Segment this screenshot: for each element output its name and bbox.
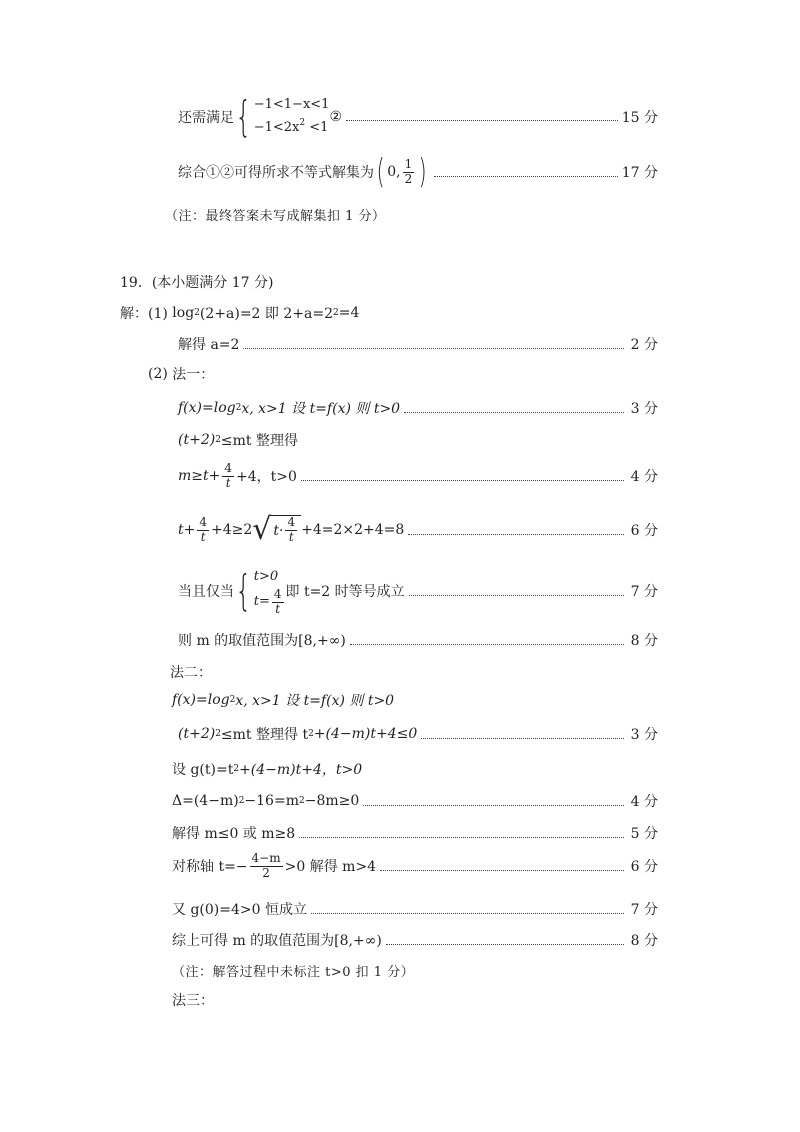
m1-line4-a: t+ [178, 522, 196, 538]
m1-line1-b: x, x>1 设 t=f(x) 则 t>0 [241, 401, 401, 417]
q18-combine-fraction [403, 158, 415, 187]
q18-condition-line [178, 91, 658, 141]
q19-part2-lead: (2) [148, 366, 168, 382]
m2-line1: f(x)=log 2 x, x>1 设 t=f(x) 则 t>0 [172, 692, 395, 709]
dot-leader [404, 412, 624, 413]
q18-combine-line [178, 152, 658, 192]
q18-condition-row2b: <1 [309, 120, 329, 136]
fraction-numerator: 4 [224, 461, 233, 475]
right-paren-icon: ) [418, 152, 427, 192]
dot-leader [409, 595, 624, 596]
m2-line1-a: f(x)=log [172, 692, 230, 708]
method2-title: 法二： [170, 665, 212, 681]
fraction-denominator: 2 [404, 171, 413, 186]
q18-note: （注：最终答案未写成解集扣 1 分） [165, 209, 386, 224]
m2-line2-b: ≤mt 整理得 t [220, 727, 309, 743]
q18-condition-row2a: −1<2x [253, 120, 300, 136]
m1-line3-a: m≥t+ [178, 468, 221, 485]
m1-line4-score: 6 分 [630, 523, 658, 539]
m1-line4-root: t· [273, 522, 284, 539]
left-brace-icon: { [235, 566, 252, 616]
fraction-denominator: 2 [262, 865, 270, 880]
sqrt-expression [252, 512, 301, 547]
q19-part1-score: 2 分 [630, 337, 658, 353]
q19-part1-solve: 解得 a=2 [178, 337, 240, 353]
m1-line2-a: (t+2) [178, 432, 216, 448]
m2-line4-score: 4 分 [630, 794, 658, 810]
q18-condition-lead: 还需满足 [178, 109, 234, 126]
dot-leader [346, 120, 618, 121]
m1-line5-lead: 当且仅当 [178, 584, 234, 601]
m2-line8-score: 8 分 [630, 933, 658, 949]
m2-line5-score: 5 分 [630, 826, 658, 842]
q18-condition-row1: −1<1−x<1 [253, 97, 330, 112]
m2-line3-a: 设 g(t)=t [172, 762, 234, 778]
m2-line6-fraction [250, 852, 283, 881]
m2-line2-c: +(4−m)t+4≤0 [313, 726, 418, 742]
fraction-numerator: 4 [199, 514, 207, 529]
m2-line4-b: −16=m [244, 793, 299, 809]
m2-line2-score: 3 分 [630, 727, 658, 743]
q19-part1-lead: 解：(1) [120, 306, 168, 322]
m1-line1: f(x)=log 2 x, x>1 设 t=f(x) 则 t>0 3 分 [178, 400, 658, 417]
m1-line1-score: 3 分 [630, 401, 658, 417]
fraction-numerator: 4 [273, 587, 282, 602]
m2-line5-text: 解得 m≤0 或 m≥8 [172, 826, 296, 842]
fraction-denominator: t [200, 529, 206, 544]
fraction-numerator: 4 [287, 515, 296, 530]
m1-line1-a: f(x)=log [178, 400, 236, 416]
q18-circle-two-mark: ② [329, 108, 343, 125]
fraction-denominator: t [288, 530, 294, 544]
m2-line8 [172, 930, 658, 950]
q19-part1-eq-end: =4 [338, 305, 360, 321]
dot-leader [434, 176, 618, 177]
m1-line5-fraction [272, 588, 284, 617]
fraction-numerator: 1 [404, 156, 413, 171]
radical-icon: √ [252, 512, 272, 547]
q19-part1-line: 解：(1) log 2 (2+a)=2 即 2+a=2 2 =4 [120, 305, 360, 322]
m1-line6-score: 8 分 [630, 633, 658, 649]
m1-line5-row2: t= [253, 594, 270, 610]
m1-line4-b: +4≥2 [211, 522, 253, 538]
m1-line4 [178, 512, 658, 547]
m2-line3: 设 g(t)=t 2 +(4−m)t+4，t>0 [172, 759, 362, 779]
dot-leader [408, 534, 624, 535]
m1-line4-fraction [197, 516, 209, 545]
m2-line1-b: x, x>1 设 t=f(x) 则 t>0 [235, 693, 395, 709]
m2-line7-score: 7 分 [630, 902, 658, 918]
m2-line6-b: >0 解得 m>4 [284, 859, 377, 876]
m2-line7 [172, 899, 658, 919]
m2-line4: Δ=(4−m) 2 −16=m 2 −8m≥0 4 分 [172, 793, 658, 810]
m1-line4-c: +4=2×2+4=8 [301, 522, 405, 538]
dot-leader [350, 644, 624, 645]
fraction-denominator: t [275, 601, 281, 616]
q19-header: 19．(本小题满分 17 分) [120, 275, 274, 291]
m2-line5 [172, 823, 658, 843]
m2-line2: (t+2) 2 ≤mt 整理得 t 2 +(4−m)t+4≤0 3 分 [178, 726, 658, 743]
m2-line7-text: 又 g(0)=4>0 恒成立 [172, 902, 307, 918]
m1-line3-b: +4，t>0 [236, 469, 297, 486]
q18-combine-zero: 0, [387, 164, 401, 180]
fraction-numerator: 4−m [251, 851, 281, 865]
dot-leader [363, 805, 624, 806]
q19-part1-solve-line [178, 334, 658, 354]
dot-leader [243, 348, 624, 349]
m1-line3 [178, 462, 658, 491]
left-brace-icon: { [235, 91, 252, 141]
m2-line2-a: (t+2) [178, 726, 216, 742]
m2-line8-text: 综上可得 m 的取值范围为[8,+∞) [172, 933, 382, 949]
q18-combine-lead: 综合①②可得所求不等式解集为 [178, 165, 374, 181]
m2-note: （注：解答过程中未标注 t>0 扣 1 分） [172, 965, 415, 980]
dot-leader [311, 913, 624, 914]
m1-line5 [178, 566, 658, 617]
m2-line4-a: Δ=(4−m) [172, 793, 239, 809]
m1-line6-text: 则 m 的取值范围为[8,+∞) [178, 633, 346, 649]
m1-line3-score: 4 分 [630, 469, 658, 486]
dot-leader [301, 480, 624, 481]
m2-line6-score: 6 分 [630, 859, 658, 876]
m1-line5-score: 7 分 [630, 584, 658, 601]
dot-leader [299, 837, 624, 838]
m2-line6 [172, 852, 658, 881]
q18-combine-score: 17 分 [621, 165, 658, 181]
fraction-denominator: t [225, 475, 231, 490]
dot-leader [421, 738, 624, 739]
m1-line3-fraction [222, 462, 234, 491]
dot-leader [380, 870, 624, 871]
dot-leader [386, 944, 624, 945]
q18-condition-score: 15 分 [621, 109, 658, 126]
left-paren-icon: ( [376, 152, 385, 192]
m2-line3-b: +(4−m)t+4，t>0 [239, 762, 363, 778]
method3-title: 法三： [172, 993, 214, 1009]
q19-part1-log: log [172, 305, 195, 321]
q19-part1-eq: (2+a)=2 即 2+a=2 [199, 306, 333, 322]
q19-part2-line [148, 364, 214, 384]
m1-line5-row1: t>0 [253, 569, 279, 584]
m2-line4-c: −8m≥0 [304, 793, 360, 809]
m1-line5-tail: 即 t=2 时等号成立 [285, 584, 405, 601]
m1-line4-root-fraction [285, 516, 297, 545]
m1-line6 [178, 630, 658, 650]
method1-title: 法一： [172, 367, 215, 383]
m1-line5-system [254, 566, 286, 617]
q18-condition-system: −1<1−x<1 $-1<2x^2 <1$ [254, 94, 330, 139]
m2-line6-a: 对称轴 t=− [172, 859, 248, 876]
m1-line2: (t+2) 2 ≤mt 整理得 [178, 432, 299, 449]
m1-line2-b: ≤mt 整理得 [220, 433, 299, 449]
